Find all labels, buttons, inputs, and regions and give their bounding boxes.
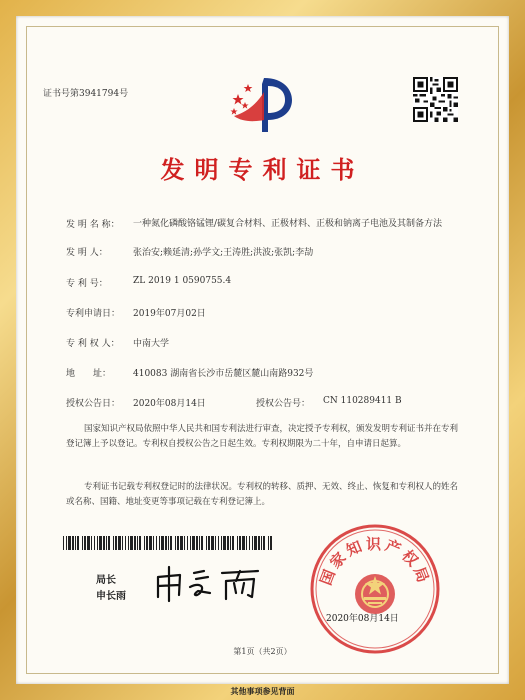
- certificate-title: 发明专利证书: [160, 156, 365, 184]
- field-label: 专 利 权 人：: [66, 339, 120, 349]
- field-label: 地 址：: [66, 369, 112, 379]
- handwritten-signature: [150, 563, 270, 603]
- seal-date: 2020年08月14日: [326, 614, 399, 624]
- signature-name: 申长雨: [96, 591, 126, 602]
- official-seal-icon: [308, 522, 442, 656]
- seal-text: 国家知识产权局: [316, 535, 434, 588]
- field-value: 张治安;赖延清;孙学文;王涛胜;洪波;张凯;李劼: [133, 248, 314, 258]
- grant-statement-paragraph: 国家知识产权局依照中华人民共和国专利法进行审查，决定授予专利权，颁发发明专利证书并在专利登记簿上予以登记。专利权自授权公告之日起生效。专利权期限为二十年，自申请日起算。: [66, 424, 459, 449]
- field-value: 2019年07月02日: [133, 309, 206, 319]
- barcode-icon: [63, 536, 273, 550]
- field-label: 专 利 号：: [66, 279, 108, 289]
- field-label: 专利申请日：: [66, 309, 121, 319]
- page-number: 第1页（共2页）: [233, 647, 292, 656]
- certificate-number: 证书号第3941794号: [43, 89, 129, 99]
- field-value: 一种氮化磷酸铬锰锂/碳复合材料、正极材料、正极和钠离子电池及其制备方法: [133, 219, 443, 229]
- field-value: 410083 湖南省长沙市岳麓区麓山南路932号: [133, 369, 314, 379]
- cnipa-logo-icon: [228, 72, 298, 136]
- registry-note-paragraph: 专利证书记载专利权登记时的法律状况。专利权的转移、质押、无效、终止、恢复和专利权人的姓名或名称、国籍、地址变更等事项记载在专利登记簿上。: [66, 482, 459, 507]
- grant-date-value: 2020年08月14日: [133, 399, 206, 409]
- field-label: 发 明 名 称：: [66, 220, 120, 230]
- grant-number-label: 授权公告号：: [256, 399, 311, 409]
- grant-date-label: 授权公告日：: [66, 399, 121, 409]
- field-value: ZL 2019 1 0590755.4: [133, 276, 232, 286]
- grant-number-value: CN 110289411 B: [323, 396, 402, 406]
- field-value: 中南大学: [133, 339, 170, 349]
- signature-title: 局长: [96, 575, 116, 586]
- footer-note: 其他事项参见背面: [230, 686, 295, 696]
- qr-code-icon: [413, 77, 458, 122]
- field-label: 发 明 人：: [66, 248, 108, 258]
